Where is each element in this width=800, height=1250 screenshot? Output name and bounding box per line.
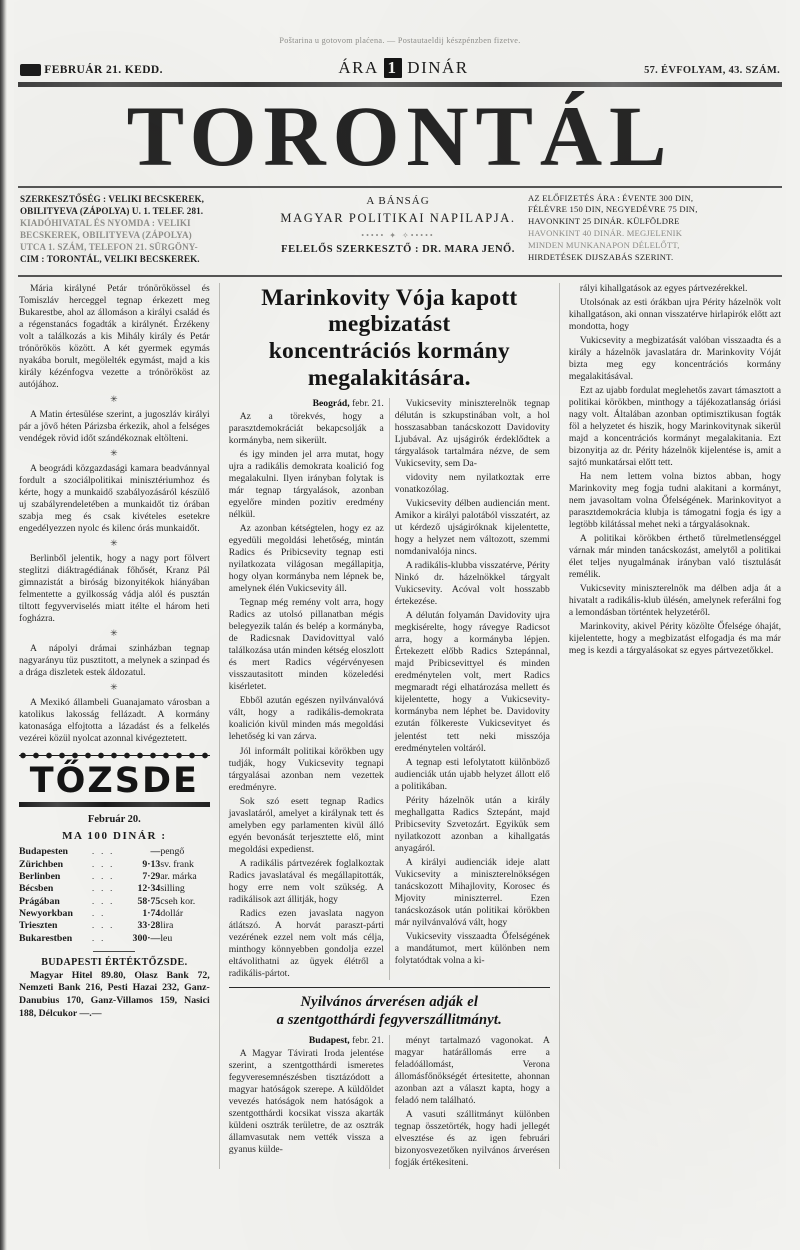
rate-city: Prágában — [19, 895, 60, 907]
rate-value: 12·34 — [137, 883, 161, 895]
article-paragraph: A radikális-klubba visszatérve, Périty Ninkó dr. házelnökkel tárgyalt Vukicsevity. Acóval volt hosszabb értekezése. — [394, 560, 550, 608]
article-paragraph: A tegnap esti lefolytatott különböző audienciák után ujabb helyzet állott elő a politikában. — [394, 756, 550, 792]
tagline-line1: A BÁNSÁG — [366, 194, 430, 207]
table-row — [19, 883, 210, 895]
news-brief: A Mexikó állambeli Guanajamato városban a katolikus lakosság fellázadt. A kormány katonasága elfojtotta a lázadást és a felkelés vezérei közül nyolcat azonnal kivégeztetett. — [19, 697, 210, 745]
rate-line: AZ ELŐFIZETÉS ÁRA : ÉVENTE 300 DIN, — [528, 192, 694, 203]
date-year-blotted — [20, 64, 41, 76]
brief-separator: ✳ — [110, 682, 119, 693]
second-article-paragraph: ményt tartalmazó vagonokat. A magyar határállomás erre a feladóállomást, Verona állomásfőnökségét értesitette, ahonnan azonban azt a választ kapta, hogy a feladó nem található. — [394, 1035, 550, 1107]
article-paragraph: A királyi audienciák ideje alatt Vukicsevity a miniszterelnökségen tanácskozott Mihajlovity, Korosec és Mjovity miniszterrel. Ezen tanácskozások után politikai körökben már nyilvánvalóvá vált, hogy — [394, 856, 550, 928]
headline-line-1: Marinkovity Vója kapott megbizatást — [261, 284, 518, 338]
table-row — [19, 932, 210, 944]
brief-separator: ✳ — [110, 628, 119, 639]
rate-value: — — [150, 846, 161, 858]
article-paragraph: Vukicsevity délben audiencián ment. Amikor a királyi palotából visszatért, az ut kérdező ujságiróknak kijelentette, hogy a helyzet nem változott, szemmi nomdanivalója nincs. — [394, 497, 550, 558]
scan-edge — [0, 0, 7, 1250]
imprint-left-line: UTCA 1. SZÁM, TELEFON 21. SÜRGÖNY- — [20, 241, 198, 252]
rate-line: HAVONKINT 25 DINÁR. KÜLFÖLDRE — [528, 216, 680, 227]
rate-line: MINDEN MUNKANAPON DÉLELŐTT, — [528, 239, 680, 250]
second-headline-line-1: Nyilvános árverésen adják el — [300, 994, 479, 1011]
imprint-left-line: KIADÓHIVATAL ÉS NYOMDA : VELIKI — [20, 217, 191, 228]
masthead-rule-bottom — [18, 186, 782, 188]
imprint-left-line: SZERKESZTŐSÉG : VELIKI BECSKEREK, — [20, 193, 205, 204]
editorial-address — [20, 193, 268, 265]
rate-leader: . . . — [92, 858, 115, 869]
rate-currency: pengő — [160, 846, 185, 858]
imprint-left-line: OBILITYEVA (ZÁPOLYA) U. 1. TELEF. 281. — [20, 205, 204, 216]
article-paragraph: A délután folyamán Davidovity ujra megkisérelte, hogy rávegye Radicsot arra, hogy a kormányba lépjen. Értekezett előbb Radics Sztepánnal, majd Pribicsevittyel és minden eredménytelen volt, mert Radics megmaradt régi elhatározása mellett és kijelentette, hogy a Vukicsevity-kormányba nem léphet be. Davidovity ezután fölkereste Vukicsevityet és jelentést tett neki misszója eredménytelen voltáról. — [394, 610, 550, 754]
second-article-dateline — [229, 1035, 384, 1046]
second-article-rule — [229, 987, 550, 988]
column-right — [559, 283, 781, 1170]
imprint-left-line: BECSKEREK, OBILITYEVA (ZÁPOLYA) — [20, 229, 192, 240]
table-row — [19, 846, 210, 858]
second-dateline-place: Budapest, — [308, 1035, 350, 1047]
article-paragraph: Utolsónak az esti órákban ujra Périty házelnök volt kihallgatáson, aki onnan visszatérve hirlapirók előtt azt mondotta, hogy — [568, 296, 781, 332]
rate-value: 58·75 — [137, 895, 161, 907]
tagline-divider: ••••• ✦ ✧••••• — [361, 230, 435, 240]
brief-separator: ✳ — [110, 447, 119, 458]
rate-value: 300·— — [132, 932, 161, 944]
stock-section-rule — [19, 752, 210, 759]
imprint-left-line: CIM : TORONTÁL, VELIKI BECSKEREK. — [20, 253, 200, 264]
table-row — [19, 895, 210, 907]
second-dateline-date: febr. 21. — [352, 1035, 384, 1047]
subscription-rates — [528, 193, 780, 264]
rate-value: 7·29 — [142, 870, 161, 882]
exchange-rate-body — [19, 846, 210, 945]
rate-value: 9·13 — [142, 858, 161, 870]
article-columns — [14, 277, 786, 1170]
news-brief: A Matin értesülése szerint, a jugoszláv királyi pár a jövő héten Párizsba érkezik, ahol a felséges vendégek rövid időt szándékoznak eltölteni. — [19, 408, 210, 444]
rate-currency: sv. frank — [160, 858, 194, 870]
masthead-title: TORONTÁL — [14, 95, 786, 178]
article-paragraph: A politikai körökben érthető türelmetlenséggel várnak már minden tanácskozást, amelytől a politikai élet teljes nyugalmának irányban való tisztulását remélik. — [568, 533, 781, 581]
news-brief: A beográdi közgazdasági kamara beadvánnyal fordult a szociálpolitikai minisztériumhoz és kérte, hogy a munkaidő szabályozásáról készülő uj szabályrendeletében a munkaidőt tiz órában szabja meg és csak kivételes esetekre engedélyezzen nyolc és kilenc órás munkaidőt. — [19, 462, 210, 535]
stock-subtitle: MA 100 DINÁR : — [62, 829, 167, 842]
table-row — [19, 858, 210, 870]
volume-issue: 57. ÉVFOLYAM, 43. SZÁM. — [644, 65, 780, 76]
price-label-post: DINÁR — [407, 58, 469, 77]
news-brief: Mária királyné Petár trónörökössel és Tomiszláv herceggel tegnap érkezett meg Bukarestbe, ahol az állomáson a királyi család és a régenstanács fogadták a királynét. Érzékeny volt a találkozás a kis Mihály király és Petár trónörökös között. A két gyermek egymás nyakába borult, megölelték egymást, majd a kis király kézénfogva vezette a trónörököst az autójához. — [19, 282, 210, 390]
article-paragraph: Vukicsevity miniszterelnök tegnap délután is szkupstinában volt, a hol hosszasabban tanácskozott Davidovity Ljubával. Az ujságirók érdeklődtek a tárgyalások tartalmára nézve, de sem Vukicsevity, sem Da- — [394, 397, 550, 469]
brief-separator: ✳ — [110, 393, 119, 404]
article-paragraph: Tegnap még remény volt arra, hogy Radics az utolsó pillanatban mégis belegyezik talán és belép a kormányba, de Radicsnak Davidovittyal való találkozása után minden kétség eloszlott és mert Radics végérvényesen visszautasitott minden közeledési kisérletet. — [228, 597, 384, 693]
article-paragraph: A radikális pártvezérek foglalkoztak Radics javaslatával és megállapitották, hogy erre nem volt szükség. A radikálisok azt állitják, hogy — [228, 857, 384, 905]
second-article-body — [229, 1035, 550, 1169]
price-label-pre: ÁRA — [338, 58, 378, 77]
imprint-rule-bottom — [18, 275, 782, 277]
paper-tagline — [278, 193, 518, 255]
article-paragraph: Ebből azután egészen nyilvánvalóvá vált, hogy a radikális-demokrata koalición kivül minden más megoldási lehetőség ki van zárva. — [228, 695, 384, 743]
second-headline-line-2: a szentgotthárdi fegyverszállitmányt. — [276, 1012, 502, 1029]
rate-leader: . . . — [92, 846, 115, 857]
table-row — [19, 920, 210, 932]
date-text: FEBRUÁR 21. KEDD. — [44, 64, 163, 76]
rate-city: Newyorkban — [19, 908, 73, 920]
issue-date — [20, 64, 163, 76]
dateline-bar — [14, 58, 786, 78]
stock-title-underbar — [19, 802, 210, 807]
article-paragraph: Radics ezen javaslata nagyon átlátszó. A horvát paraszt-párti vezérének ezzel nem volt más célja, minthogy könnyebben gondolja ezzel eltávolithatni az ügyek élétről a radikális-pártot. — [228, 907, 384, 980]
rate-value: 33·28 — [137, 920, 161, 932]
page-title — [229, 285, 550, 392]
newspaper-page — [14, 0, 786, 1250]
article-paragraph: Az azonban kétségtelen, hogy ez az egyedüli megoldási lehetőség, mintán Radics és Pribicsevity tegnap esti nyilatkozata világosan megállapitja, hogy olyan kormányba nem lépnek be, amelynek élén Vukicsevity áll. — [228, 522, 384, 595]
second-article-paragraph: A vasuti szállitmányt különben tegnap összetörték, hogy hadi jellegét elvesztése és az igen februári bizonyosvezetőken nyilvános árverésen fogják értékesiteni. — [394, 1109, 550, 1169]
stock-divider — [93, 951, 135, 952]
rate-value: 1·74 — [142, 908, 161, 920]
second-article-paragraph: A Magyar Távirati Iroda jelentése szerint, a szentgotthárdi ismeretes fegyveresemnészésben tisztázódott a magyar hatóságok szerepe. A küldöldet vevezés hatóságok nem hatóságok a szentgotthárdi kocsikat vissza akarták küldeni osztrák területre, de az osztrák államvasutak nem vették vissza a gyanus külde- — [228, 1048, 384, 1156]
postal-notice: Poštarina u gotovom plaćena. — Postautaeldij készpénzben fizetve. — [279, 36, 521, 45]
headline-line-2: koncentrációs kormány megalakitására. — [268, 338, 510, 391]
rate-leader: . . — [92, 908, 106, 919]
column-middle — [219, 283, 559, 1170]
rate-leader: . . . — [92, 920, 115, 931]
tagline-line2: MAGYAR POLITIKAI NAPILAPJA. — [280, 210, 516, 225]
article-dateline — [229, 398, 384, 409]
rate-leader: . . — [92, 932, 106, 943]
article-paragraph: és igy minden jel arra mutat, hogy ujra a radikális demokrata koalició fog megalakulni. Ilyen irányban folytak is már tegnap tárgyalások, azonban egyelőre minden pozitiv eredmény nélkül. — [228, 448, 384, 520]
article-paragraph: Vukicsevity a megbizatását valóban visszaadta és a király a házelnök javaslatára dr. Marinkovity Vóját bizta meg egy koncentrációs kormány megalakitásával. — [568, 334, 781, 382]
budapest-exchange-quotes: Magyar Hitel 89.80, Olasz Bank 72, Nemzeti Bank 216, Pesti Hazai 232, Ganz-Danubius 170, Ganz-Villamos 159, Nasici 188, Délcukor —.— — [19, 969, 210, 1019]
article-paragraph: vidovity nem nyilatkoztak erre vonatkozólag. — [394, 471, 550, 495]
column-left — [19, 283, 219, 1170]
rate-currency: silling — [160, 883, 185, 895]
article-paragraph: Vukicsevity miniszterelnök ma délben adja át a hivatalt a radikális-klub ülésén, amelynek referálni fog a lemondásban történtek helyzetéről. — [568, 583, 781, 619]
price-line — [338, 58, 468, 78]
rate-line: FÉLÉVRE 150 DIN, NEGYEDÉVRE 75 DIN, — [528, 204, 698, 215]
masthead — [14, 87, 786, 184]
stock-date: Február 20. — [87, 813, 141, 825]
rate-currency: leu — [160, 932, 173, 944]
imprint-band — [14, 188, 786, 269]
rate-city: Berlinben — [19, 870, 61, 882]
rate-line: HAVONKINT 40 DINÁR. MEGJELENIK — [528, 228, 683, 239]
article-paragraph: Périty házelnök után a király meghallgatta Radics Sztepánt, majd Pribicsevity Szvetozárt. Egyikük sem nyilatkozott azonban a kihallgatás anyagáról. — [394, 794, 550, 854]
rate-currency: lira — [160, 920, 174, 932]
article-paragraph: Marinkovity, akivel Périty közölte Őfelsége óhaját, kijelentette, hogy a megbizatást elfogadja és ma már meg is kezdi a tárgyalásokat sz egyes pártvezetőkkel. — [568, 621, 781, 657]
table-row — [19, 870, 210, 882]
rate-leader: . . . — [92, 895, 115, 906]
rate-city: Budapesten — [19, 846, 68, 858]
article-paragraph: rályi kihallgatások az egyes pártvezérekkel. — [579, 282, 748, 294]
rate-city: Trieszten — [19, 920, 58, 932]
rate-city: Bécsben — [19, 883, 54, 895]
masthead-rule-top — [18, 82, 782, 87]
main-article-body — [229, 398, 550, 980]
rate-city: Bukarestben — [19, 932, 73, 944]
news-brief: A nápolyi drámai szinházban tegnap nagyarányu tüz pusztitott, a melynek a szinpad és a drága diszletek estek áldozatul. — [19, 643, 210, 679]
rate-currency: cseh kor. — [160, 895, 196, 907]
article-paragraph: Ha nem lettem volna biztos abban, hogy Marinkovity meg fogja tudni alakitani a kormányt, nem javasoltam volna Őfelségének. Marinkovityot a parasztdemokrácia klubja is támogatni fogja és igy a legtöbb kilátással mehet neki a tárgyalásoknak. — [568, 471, 781, 531]
rate-currency: dollár — [160, 908, 184, 920]
brief-separator: ✳ — [110, 538, 119, 549]
rate-city: Zürichben — [19, 858, 64, 870]
price-number: 1 — [384, 58, 402, 78]
article-paragraph: Vukicsevity visszaadta Őfelségének a mandátumot, mert különben nem folytatódtak volna a ki- — [394, 931, 550, 967]
second-article-title — [229, 994, 550, 1030]
article-paragraph: Sok szó esett tegnap Radics javaslatáról, amelyet a királynak tett és amelyben egy parlamenten kivül álló egyén bevonását terjesztette elő, mint megoldási expedienst. — [228, 795, 384, 855]
rate-line: HIRDETÉSEK DIJSZABÁS SZERINT. — [528, 251, 674, 262]
article-paragraph: Jól informált politikai körökben ugy tudják, hogy Vukicsevity tegnapi tárgyalásai azonban nem vezettek eredményre. — [228, 745, 384, 793]
budapest-exchange-title: BUDAPESTI ÉRTÉKTŐZSDE. — [41, 956, 188, 968]
article-paragraph: Az a törekvés, hogy a parasztdemokráciát bekapcsolják a kormányba, nem sikerült. — [228, 410, 384, 446]
rate-leader: . . . — [92, 883, 115, 894]
table-row — [19, 907, 210, 919]
dateline-date: febr. 21. — [352, 397, 384, 409]
rate-currency: ar. márka — [160, 870, 197, 882]
rate-leader: . . . — [92, 870, 115, 881]
news-brief: Berlinből jelentik, hogy a nagy port fölvert steglitzi diáktragédiának főhősét, Kranz Pál gimnazistát a biróság bizonyitékok hiányában felmentette a gyilkosság vádja alól és pusztán tiltott fegyverviselés miatt itélte el három heti fogházra. — [19, 553, 210, 625]
editor-in-chief: FELELŐS SZERKESZTŐ : DR. MARA JENŐ. — [281, 243, 515, 255]
stock-section-title: TŐZSDE — [29, 760, 199, 801]
exchange-rate-table — [19, 846, 210, 945]
dateline-place: Beográd, — [312, 397, 350, 409]
article-paragraph: Ezt az ujabb fordulat meglehetős zavart támasztott a politikai körökben, minthogy a tájékozatlanság óriási nagy volt. Általában azonban optimisztikusan fogták föl a helyzetet és hiszik, hogy Marinkovitynak sikerül majd a koncentrációs kormányt megalakitania. Ezt bizonyitja az dr. Périty házelnök kijelentése is, amit a sajtó munkatársai előtt tett. — [568, 384, 781, 468]
